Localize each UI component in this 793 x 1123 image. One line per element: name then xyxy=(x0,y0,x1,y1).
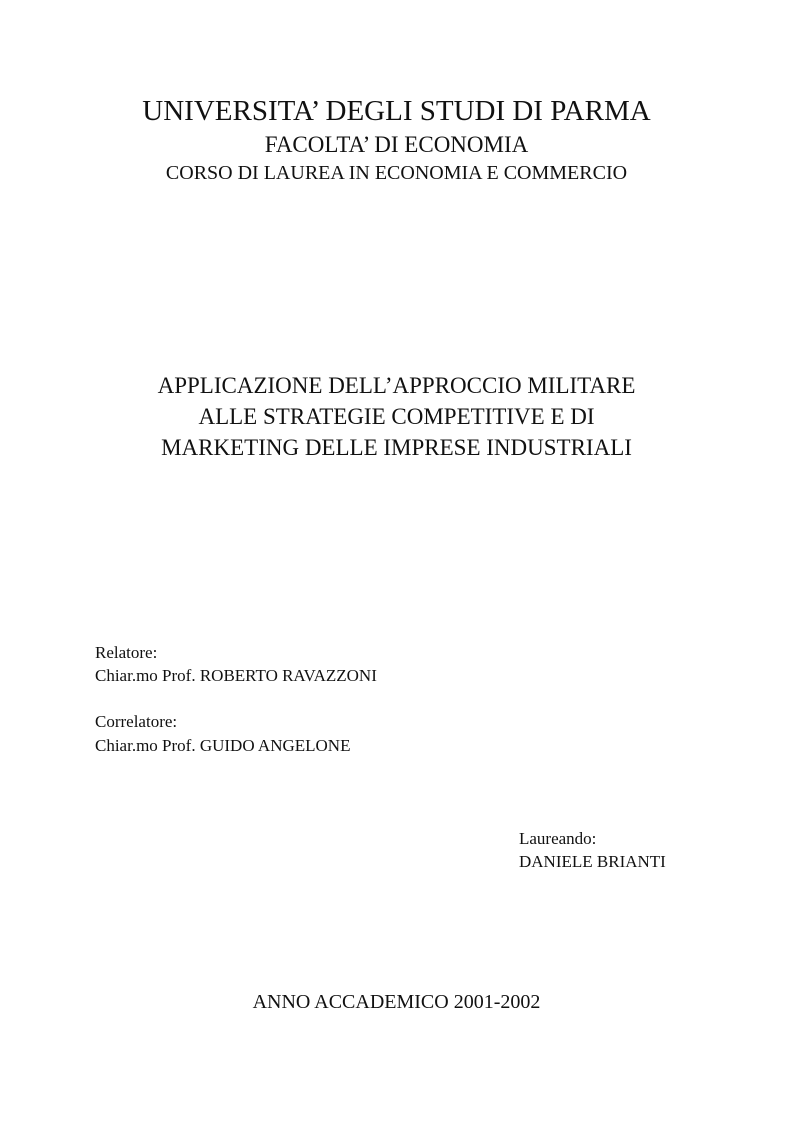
relatore-name: Chiar.mo Prof. ROBERTO RAVAZZONI xyxy=(95,666,377,685)
relatore-label: Relatore: xyxy=(95,643,158,662)
university-name: UNIVERSITA’ DEGLI STUDI DI PARMA xyxy=(142,95,651,127)
thesis-title-line: ALLE STRATEGIE COMPETITIVE E DI xyxy=(198,404,595,429)
correlatore-label: Correlatore: xyxy=(95,712,178,731)
academic-year: ANNO ACCADEMICO 2001-2002 xyxy=(252,991,541,1013)
correlatore-name: Chiar.mo Prof. GUIDO ANGELONE xyxy=(95,736,351,755)
thesis-title-line: MARKETING DELLE IMPRESE INDUSTRIALI xyxy=(161,435,632,460)
thesis-title-line: APPLICAZIONE DELL’APPROCCIO MILITARE xyxy=(157,373,636,398)
degree-course: CORSO DI LAUREA IN ECONOMIA E COMMERCIO xyxy=(165,162,628,184)
laureando-name: DANIELE BRIANTI xyxy=(519,852,666,871)
laureando-label: Laureando: xyxy=(519,829,597,848)
faculty-name: FACOLTA’ DI ECONOMIA xyxy=(264,132,529,157)
